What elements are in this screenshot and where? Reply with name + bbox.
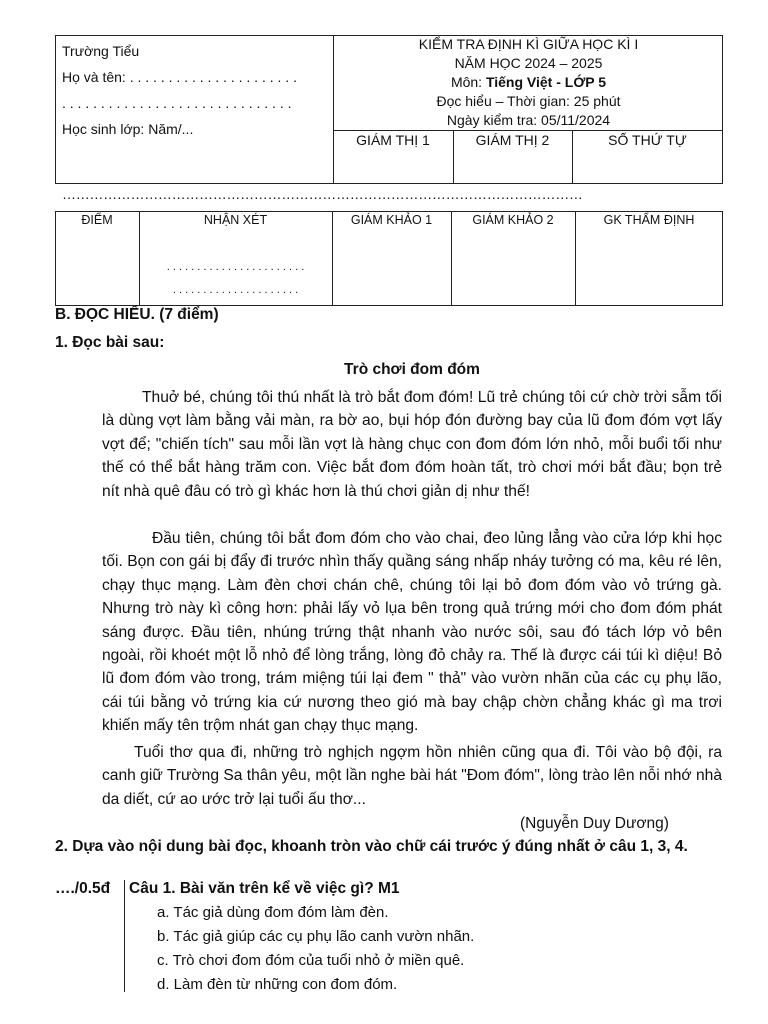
comment-label: NHẬN XÉT (203, 213, 268, 227)
q1-option-b[interactable]: b. Tác giả giúp các cụ phụ lão canh vườn nhãn. (157, 928, 475, 945)
student-name-dots[interactable]: . . . . . . . . . . . . . . . . . . . . . . . . . . . . . . (62, 95, 292, 111)
subject-name: Tiếng Việt - LỚP 5 (485, 74, 607, 90)
story-paragraph-1: Thuở bé, chúng tôi thú nhất là trò bắt đom đóm! Lũ trẻ chúng tôi cứ chờ trời sẫm tối là dùng vợt làm bằng vải màn, ra bờ ao, bụi hóp đón đường bay của lũ đom đóm vợt lấy vợt để; "chiến tích" sau mỗi lần vợt là hàng chục con đom đóm lớn nhỏ, mỗi buổi tối như thế có thể bắt hàng trăm con. Việc bắt đom đóm hoàn tất, trò chơi mới bắt đầu; bọn trẻ nít nhà quê đâu có trò gì khác hơn là thú chơi giản dị như thế! (102, 389, 722, 500)
cut-line: …………………………………………………………………………………………………… (62, 186, 583, 202)
student-class-field[interactable]: Học sinh lớp: Năm/... (62, 121, 194, 137)
subject-prefix: Môn: (450, 74, 486, 90)
story-paragraph-2: Đầu tiên, chúng tôi bắt đom đóm cho vào chai, đeo lủng lẳng vào cửa lớp khi học tối. Bọn con gái bị đẩy đi trước nhìn thấy quầng sáng nhấp nháy tưởng có ma, kêu ré lên, chạy thục mạng. Làm đèn chơi chán chê, chúng tôi lại bỏ đom đóm vào vỏ trứng gà. Nhưng trò này kì công hơn: phải lấy vỏ lụa bên trong quả trứng mới cho đom đóm phát sáng được. Đầu tiên, nhúng trứng thật nhanh vào nước sôi, sau đó tách lớp vỏ bên ngoài, rồi khoét một lỗ nhỏ để lòng trắng, lòng đỏ chảy ra. Thế là được cái túi kì diệu! Bỏ lũ đom đóm vào trong, trám miệng túi lại đem " thả" vào vườn nhãn của các cụ phụ lão, cái túi bằng vỏ trứng kia cứ nương theo gió mà bay chập chờn chẳng khác gì ma trơi khiến mấy tên trộm nhát gan chạy thục mạng. (102, 530, 722, 735)
student-info (62, 38, 330, 142)
proctor-2-label: GIÁM THỊ 2 (475, 132, 550, 148)
section-b-heading: B. ĐỌC HIỂU. (7 điểm) (55, 306, 219, 323)
q1-option-c[interactable]: c. Trò chơi đom đóm của tuổi nhỏ ở miền quê. (157, 952, 465, 969)
question-instruction: 2. Dựa vào nội dung bài đọc, khoanh tròn vào chữ cái trước ý đúng nhất ở câu 1, 3, 4. (55, 838, 688, 855)
q1-question: Câu 1. Bài văn trên kể về việc gì? M1 (129, 880, 400, 897)
q1-points: …./0.5đ (55, 880, 111, 897)
comment-dots-2[interactable]: . . . . . . . . . . . . . . . . . . . . . (172, 284, 299, 296)
section-time: Đọc hiểu – Thời gian: 25 phút (436, 93, 621, 109)
q1-option-d[interactable]: d. Làm đèn từ những con đom đóm. (157, 976, 398, 993)
comment-dots-1[interactable]: . . . . . . . . . . . . . . . . . . . . . . . (166, 261, 305, 273)
story-author: (Nguyễn Duy Dương) (520, 815, 669, 832)
reviewer-label: GK THẨM ĐỊNH (603, 213, 695, 227)
school-year: NĂM HỌC 2024 – 2025 (454, 55, 603, 71)
serial-number-label: SỐ THỨ TỰ (608, 132, 687, 148)
examiner-2-label: GIÁM KHẢO 2 (472, 213, 554, 227)
school-name: Trường Tiểu (62, 43, 140, 59)
subject (334, 73, 723, 92)
q1-option-a[interactable]: a. Tác giả dùng đom đóm làm đèn. (157, 904, 389, 921)
story-paragraph-3: Tuổi thơ qua đi, những trò nghịch ngợm hồn nhiên cũng qua đi. Tôi vào bộ đội, ra canh giữ Trường Sa thân yêu, một lần nghe bài hát "Đom đóm", lòng trào lên nỗi nhớ nhà da diết, cứ ao ước trở lại tuổi ấu thơ... (102, 744, 722, 808)
examiner-1-label: GIÁM KHẢO 1 (350, 213, 433, 227)
q1-margin-line (124, 880, 125, 992)
score-label: ĐIỂM (81, 213, 113, 227)
story-title: Trò chơi đom đóm (344, 361, 480, 378)
exam-date: Ngày kiểm tra: 05/11/2024 (446, 112, 611, 128)
read-instruction: 1. Đọc bài sau: (55, 334, 165, 351)
proctor-1-label: GIÁM THỊ 1 (356, 132, 430, 148)
proctor-row-line (333, 130, 723, 131)
student-name-field[interactable]: Họ và tên: . . . . . . . . . . . . . . . . . . . . . . (62, 69, 297, 85)
exam-title: KIỂM TRA ĐỊNH KÌ GIỮA HỌC KÌ I (418, 36, 639, 52)
exam-info (334, 35, 723, 130)
